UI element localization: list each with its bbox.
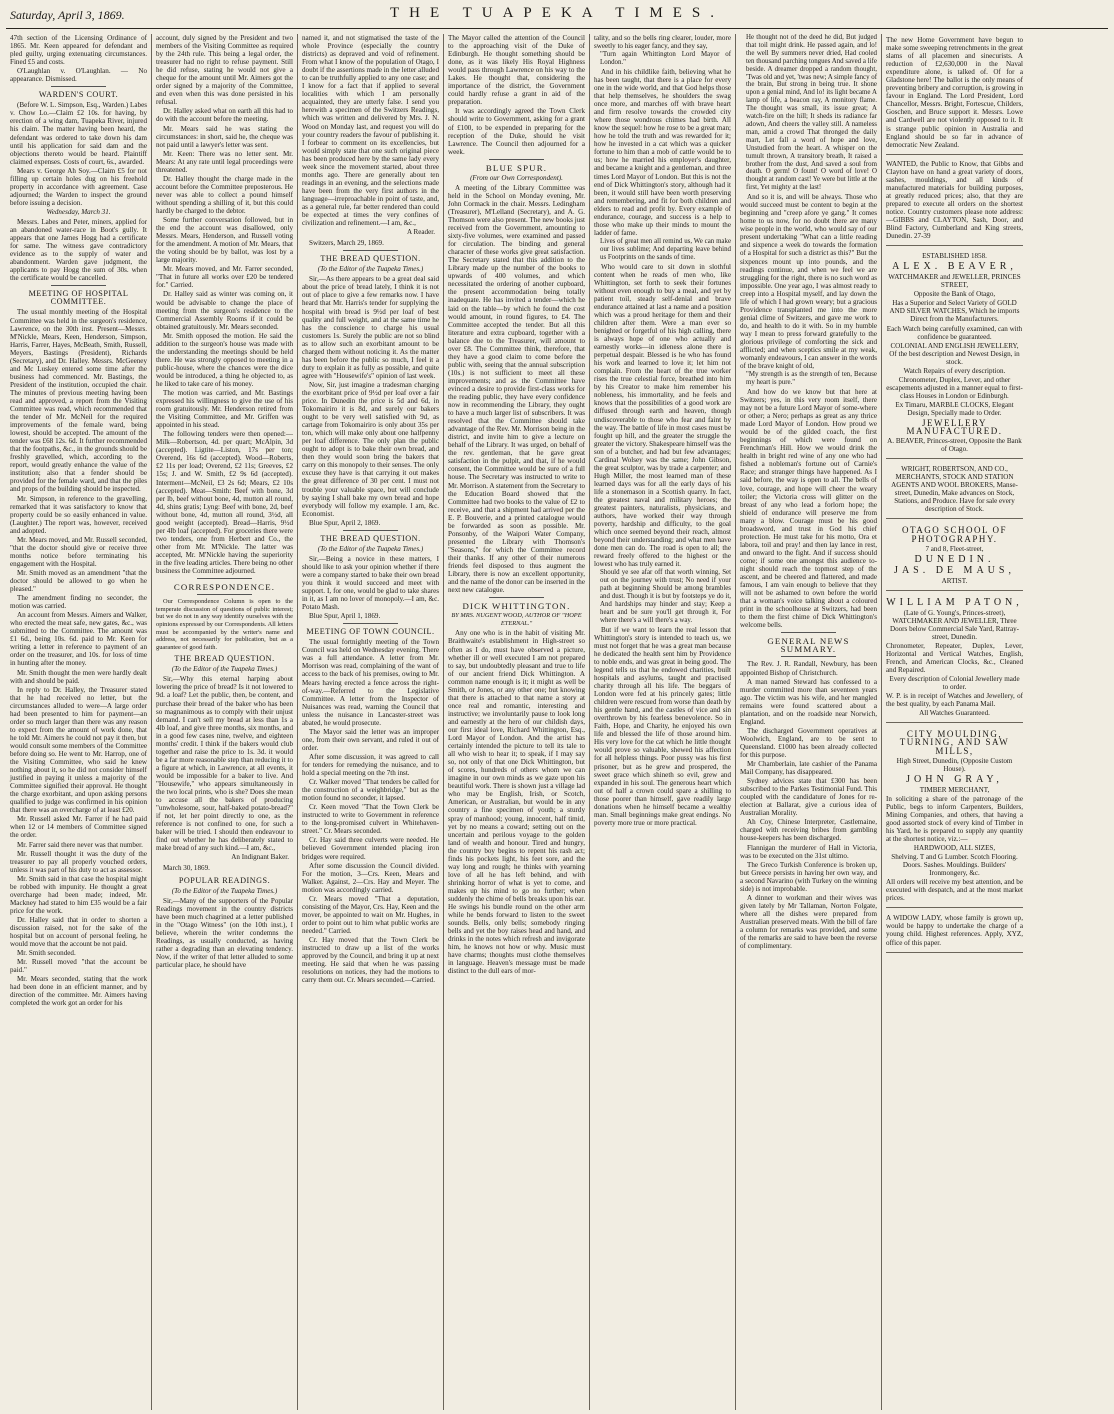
ad-line: High Street, Dunedin, (Opposite Custom House).: [896, 756, 1013, 773]
ad-line: HARDWOOD, ALL SIZES,: [913, 844, 996, 853]
article-text: account, duly signed by the President and two members of the Visiting Committee as required by the 24th rule. This being a legal order, the treasurer had no right to refuse payment. Still he did refuse, stating he would not give a cheque for the amount until Mr. Aimers got the order signed by a majority of the Committee, and even when this was done persisted in his refusal.: [156, 34, 293, 107]
quotation-text: "Turn again Whittington Lord Mayor of London.": [600, 51, 731, 66]
divider: [343, 250, 398, 251]
ad-title: CITY MOULDING, TURNING, AND SAW MILLS,: [899, 729, 1010, 756]
article-text: The usual monthly meeting of the Hospital Committee was held in the surgeon's residence, Lawrence, on the 30th inst. Present—Messrs. M'Nickle, Mears, Keen, Henderson, Simpson, Harris, Farrer, Hayes, McBeath, Smith, Russell, Meyers, Bastings (President), Richards (Secretary), and Dr. Halley. Messrs. McGeeney and Mc Luskey entered some time after the business had commenced. Mr. Bastings, the President of the institution, occupied the chair. The minutes of previous meeting having been read and approved, a report from the Visiting Committee was read, which recommended that the tender of Mr. McNeil for the required improvements of the female ward, being lowest, should be accepted. The amount of the tender was £68 12s. 6d. It further recommended that the footpaths, &c., in the grounds should be freshly gravelled, which, according to the report, would greatly enhance the value of the institution; also that a fender should be provided for the female ward, and that the piles and props of the building should be inspected.: [10, 308, 147, 494]
article-text: Mr. Russell asked Mr. Farrer if he had paid when 12 or 14 members of Committee signed the order.: [10, 815, 147, 840]
ad-title: OTAGO SCHOOL OF PHOTOGRAPHY.: [902, 525, 1007, 544]
ad-line: Every description of Colonial Jewellery made to order.: [889, 675, 1020, 692]
column-5: [590, 34, 736, 1410]
article-text: The Mayor said the letter was an improper one, from their own servant, and ruled it out of order.: [302, 727, 439, 752]
ad-line: Each Watch being carefully examined, can with confidence be guaranteed.: [886, 324, 1023, 341]
article-text: Mears v. George Ah Soy.—Claim £5 for not filling up certain holes dug on his freehold property in accordance with agreement. Case adjourned; the Warden to inspect the ground before issuing a decision.: [10, 166, 147, 207]
letter-text: Sir,—Being a novice in these matters, I should like to ask your opinion whether if there were a company started to bake their own bread you think it would succeed and meet with support. I, for one, would be glad to take shares in it, as I am no lover of monopoly.—I am, &c. Potato Mash.: [302, 554, 439, 612]
article-text: Mr. Keen: There was no letter sent. Mr. Mears: At any rate until legal proceedings were threatened.: [156, 149, 293, 174]
ad-alex-beaver: [886, 249, 1023, 459]
article-text: After some discussion the Council divided. For the motion, 3—Crs. Keen, Mears and Walker. Against, 2—Crs. Hay and Meyer. The motion was accordingly carried.: [302, 861, 439, 894]
article-text: Any one who is in the habit of visiting Mr. Braithwaite's establishment in High-street so often as I do, must have observed a picture, whether ill or well executed I am not prepared to say, but undoubtedly pleasant and true to life of our ancient friend Dick Whittington. A common name enough is it; it might as well be Smith, or Jones, or any other one; but knowing that there is attached to that name a story at once real and romantic, interesting and instructive; we involuntarily pause to look long and earnestly at the hero of our childish days, our first ideal love, Richard Whittington, Esq., Lord Mayor of London. And the artist has certainly intended the picture to tell its tale to all who wish to hear it; to speak, if I may say so, not only of that one Dick Whittington, but of scores, hundreds of others whom we can imagine in our own minds as we gaze upon his beautiful work. There is shown just a village lad who may be English, Irish, or Scotch, American, or Australian, but would be in any country a fine specimen of youth; a sturdy spray of manhood; young, innocent, half timid, yet by no means a coward; setting out on the uncertain and perilous voyage to the golden land of wealth and honour. Tired and hungry, the country boy begins to repent his rash act; finds his pockets light, his feet sore, and the way long and rough; he thinks with yearning love of all he has left behind, and with shrinking horror of what is yet to come, and makes up his mind to go no further; when suddenly the chime of bells breaks upon his ear. He swings his bundle round on the other arm while he bends forward to listen to the sweet sounds. Bells, only bells; somebody ringing bells and yet the boy raises head and hand, and drinks in the notes which refresh and invigorate him, he knows not how or why. Music must have charms; thoughts must clothe themselves in language. Heaven's message must be made distinct to the dull ears of mor-: [448, 629, 585, 976]
heading-town-council: MEETING OF TOWN COUNCIL.: [306, 627, 435, 637]
letter-text: Sir,—Why this eternal harping about lowering the price of bread? Is it not lowered to 9d. a loaf? Let the public, then, be content, and purchase their bread of the baker who has been so magnanimous as to comply with their unjust demand. I can't sell my bread at less than 1s a 4lb loaf, and give three months, six months, and in a good few cases nine, twelve, and eighteen months' credit. I think if the bakers would club together and raise the price to 1s. 3d. it would be a far more reasonable step than reducing it to a figure at which, in Lawrence, at all events, it would be impossible for a baker to live. And "Housewife," who appears simultaneously in the two local prints, who is she? Does she mean to accuse all the bakers of producing "unwholesome, sour, half-baked potato-bread?" if not, let her point directly to one, as the reference is not confined to one, for such a baker will be tried. I should then endeavour to find out whether he has deliberately stated to make bread of any such kind.—I am, &c.,: [156, 675, 293, 853]
column-6: [736, 34, 882, 1410]
issue-date: Saturday, April 3, 1869.: [10, 8, 125, 22]
ad-line: All Watches Guaranteed.: [919, 709, 990, 718]
ad-name: JAS. DE MAUS,: [894, 564, 1015, 576]
ad-gibbs-clayton: [886, 158, 1023, 246]
letter-date: Switzers, March 29, 1869.: [309, 239, 384, 248]
ad-text: A WIDOW LADY, whose family is grown up, would be happy to undertake the charge of a young child. Highest references. Apply, XYZ, office of this paper.: [886, 914, 1023, 947]
news-item: Flannigan the murderer of Hall in Victoria, was to be executed on the 31st ultimo.: [740, 843, 877, 860]
article-text: Cr. Walker moved "That tenders be called for the construction of a weighbridge," but as the motion found no seconder, it lapsed.: [302, 778, 439, 803]
article-text: Mr. Smith said in that case the hospital might be robbed with impunity. He thought a great overcharge had been made; indeed, Mr. Mackney had stated to him £35 would be a fair price for the work.: [10, 874, 147, 915]
ad-line: In soliciting a share of the patronage of the Public, begs to inform Carpenters, Builders, Mining Companies, and others, that having a good assorted stock of every kind of Timber in his Yard, he is prepared to supply any quantity at the shortest notice, viz.:—: [886, 794, 1023, 843]
letter-signature: A Reader.: [407, 228, 435, 237]
news-item: Mr Chamberlain, late cashier of the Panama Mail Company, has disappeared.: [740, 760, 877, 777]
ad-line: (Late of G. Young's, Princes-street), WATCHMAKER AND JEWELLER, Three Doors below Commercial Sale Yard, Rattray-street, Dunedin.: [889, 608, 1020, 641]
ad-wright-robertson: [886, 462, 1023, 519]
ad-line: Chronometer, Repeater, Duplex, Lever, Horizontal and Vertical Watches, English, French, and American Clocks, &c., Cleaned and Repaired.: [886, 642, 1023, 675]
ad-line: A. BEAVER, Princes-street, Opposite the Bank of Otago.: [887, 437, 1022, 454]
ad-line: Has a Superior and Select Variety of GOLD AND SILVER WATCHES, Which he imports Direct from the Manufacturers.: [889, 299, 1020, 324]
news-item: Sydney advices state that £300 has been subscribed to the Parkes Testimonial Fund. This coupled with the candidature of Jones for re-election at Ballarat, give a curious idea of Australian Morality.: [740, 777, 877, 818]
letter-address: (To the Editor of the Tuapeka Times.): [171, 665, 278, 674]
news-item: A dinner to workman and their wives was given lately by Mr Tallaman, Norton Folgate, where all the dishes were prepared from Australian preserved meats. With the bill of fare a column for remarks was provided, and some of the remarks are said to have been the reverse of complimentary.: [740, 893, 877, 951]
article-text: The usual fortnightly meeting of the Town Council was held on Wednesday evening. There was a full attendance. A letter from Mr. Morrison was read, complaining of the want of access to the back of his premises, owing to Mr. Mears having erected a fence across the right-of-way.—Referred to the Legislative Committee. A letter from the Inspector of Nuisances was read, warning the Council that unless the nuisance in Lancaster-street was abated, he would prosecute.: [302, 638, 439, 727]
ad-widow-lady: [886, 911, 1023, 952]
heading-blue-spur: BLUE SPUR.: [485, 162, 548, 173]
columns: [6, 34, 1108, 1410]
divider: [197, 578, 252, 579]
article-text: Mr. Simpson, in reference to the gravelling, remarked that it was satisfactory to know that property could be so easily enhanced in value. (Laughter.) The report was, however, received and adopted.: [10, 494, 147, 535]
article-text: In reply to Dr. Halley, the Treasurer stated that he had received no letter, but the circumstances alluded to were—A large order had been presented to him for payment—an order so much larger than there was any reason to expect from the amount of work done, that he told Mr. Aimers he could not pay it then, but would consult some members of the Committee before doing so. He went to Mr. Harrop, one of the Visiting Committee, who said he knew nothing about it, so he did not consider himself justified in paying it unless a majority of the Committee signified their approval. He thought the charge exorbitant, and upon asking persons qualified to judge was confirmed in his opinion that there was an overcharge of at least £20.: [10, 685, 147, 815]
article-text: Mr. Smith seconded.: [17, 949, 76, 958]
column-7: [882, 34, 1027, 1410]
news-item: A man named Steward has confessed to a murder committed more than seventeen years ago. The victim was his wife, and her mangled remains were found scattered about a plantation, and on the roadside near Norwich, England.: [740, 677, 877, 726]
article-text: The Mayor called the attention of the Council to the approaching visit of the Duke of Edinburgh. He thought something should be done, as it was likely His Royal Highness would pass through Lawrence on his way to the Lakes. He thought that, considering the importance of the district, the Government could hardly refuse a grant in aid of the preparation.: [448, 34, 585, 107]
heading-bread-question: THE BREAD QUESTION.: [174, 654, 275, 664]
article-text: But if we want to learn the real lesson that Whittington's story is intended to teach us, we must not forget that he was a great man because he dedicated the health sent him by Providence to noble ends, and was great in being good. The legend tells us that he endowed charities, built hospitals and asylums, taught and practised charity through all his life. The beggars of London were fed at his princely gates; little children were rescued from worse than death by his gentle hand, and the castles of vice and sin overthrown by his fearless benevolence. So in Faith, Hope, and Charity, he enjoyed his own life and blessed the life of those around him. His very love for the cat which he little thought would prove so valuable, shewed his affection for all helpless things. Poor pussy was his first prisoner, but as he grew and prospered, the sweet grace which shineth so evil, grew and expanded in his soul. The generous heart which out of half a crown could spare a shilling to those poorer than himself, gave readily large donations when he himself became a wealthy man. Small beginnings make great endings. No poverty more true or more practical.: [594, 625, 731, 827]
ad-line: All orders will receive my best attention, and be executed with despatch, and at the most market prices.: [886, 878, 1023, 903]
article-text: Dr. Halley said as winter was coming on, it would be advisable to change the place of meeting from the surgeon's residence to the Commercial Assembly Rooms if it could be obtained gratuitously. Mr. Mears seconded.: [156, 290, 293, 331]
news-item: The new Home Government have begun to make some sweeping retrenchments in the great slams of all placemen and sinecurists. A reduction of £2,630,000 in the Naval expenditure alone, is talked of. Of for a Gladstone here! The ballot is the only means of preventing bribery and corruption, is growing in favour in England. The Lord President, Lord Chancellor, Messrs. Bright, Fortescue, Childers, Goschen, and Bruce support it. Messrs. Lowe and Cardwell are not violently opposed to it. It is strange public opinion in Australia and England should be so far in advance of democratic New Zealand.: [886, 36, 1023, 149]
quotation-text: "My strength is as the strength of ten, Because my heart is pure.": [746, 371, 877, 387]
article-text: Messrs. Labes and Peter, miners, applied for an abandoned water-race in Boot's gully. It appears that one James Hogg had a certificate for same. The witness gave contradictory evidence as to the supply of water and abandonment. Warden gave judgment, the applicants to pay Hogg the sum of 30s. when the certificate would be cancelled.: [10, 217, 147, 283]
heading-bread-question: THE BREAD QUESTION.: [320, 533, 421, 543]
poem-text: He thought not of the deed he did, But judged that toil might drink. He passed again, and lo! the well By summers never dried, Had cooled ten thousand parching tongues And saved a life beside. A dreamer dropped a random thought, 'Twas old and yet, 'twas new; A simple fancy of the brain, But strong in being true. It shone upon a genial mind, And lo! its light became A lamp of life, a beacon ray, A monitory flame. The thought was small, its issue great; A watch-fire on the hill; It sheds its radiance far adown, And cheers the valley still. A nameless man, amid a crowd That thronged the daily mart, Let fall a word of hope and love, Unstudied from the heart. A whisper on the tumult thrown, A transitory breath, It raised a brother from the dust, And saved a soul from death. O germ! O fount! O word of love! O thought at random cast! Ye were but little at the first, Yet mighty at the last!: [746, 34, 877, 192]
ad-name: WILLIAM PATON,: [886, 596, 1023, 608]
ad-line: TIMBER MERCHANT,: [919, 785, 990, 794]
column-4: [444, 34, 590, 1410]
column-1: [6, 34, 152, 1410]
ad-line: DUNEDIN.: [914, 553, 995, 565]
article-text: After some discussion, it was agreed to call for tenders for remedying the nuisance, and to hold a special meeting on the 7th inst.: [302, 752, 439, 778]
ad-line: WATCHMAKER and JEWELLER, PRINCES STREET,: [888, 273, 1021, 290]
letter-signature: An Indignant Baker.: [231, 853, 289, 862]
heading-wardens-court: WARDEN'S COURT.: [38, 90, 119, 100]
correspondent-line: (From our Own Correspondent).: [470, 173, 563, 182]
article-text: Some further conversation followed, but in the end the account was disallowed, only Messrs. Mears, Henderson, and Russell voting for the amendment. A motion of Mr. Mears, that the voting should be by ballot, was lost by a large majority.: [156, 216, 293, 265]
divider: [489, 597, 544, 598]
article-text: Cr. Hay said three culverts were needed. He believed Government intended placing iron bridges were required.: [302, 836, 439, 861]
ad-line: Opposite the Bank of Otago,: [913, 290, 996, 299]
ad-school-of-photography: [886, 522, 1023, 590]
article-text: Mr. Mears moved, and Mr. Farrer seconded, "That in future all works over £20 be tendered for." Carried.: [156, 265, 293, 290]
news-item: Ah Coy, Chinese Interpreter, Castlemaine, charged with receiving bribes from gambling house-keepers has been discharged.: [740, 818, 877, 843]
column-2: [152, 34, 298, 1410]
letter-text: Now, Sir, just imagine a tradesman charging the exorbitant price of 9½d per loaf over a fair price. In Dunedin the price is 5d and 6d, in Tokomairiro it is 8d, and surely our bakers ought to be very well satisfied with 9d, as cartage from Tokomairiro is only about 35s per ton, which will make only about one halfpenny per loaf difference. The only plan the public ought to adopt is to bake their own bread, and then they would soon bring the bakers that carry on this monopoly to their senses. The only excuse they have is that carrying it out makes the great difference of 30 per cent. I must not trouble your valuable space, but will conclude by saying I shall bake my own bread and hope everybody will follow my example. I am, &c. Economist.: [302, 380, 439, 518]
quotation: [600, 51, 731, 67]
letter-address: (To the Editor of the Tuapeka Times.): [171, 886, 278, 895]
ad-line: Ex Timaru, MARBLE CLOCKS, Elegant Design, Specially made to Order.: [895, 400, 1014, 417]
article-text: O'Laughlan v. O'Laughlan. — No appearance. Dismissed.: [10, 67, 147, 84]
divider: [781, 632, 836, 633]
ad-line: JEWELLERY MANUFACTURED.: [906, 418, 1003, 437]
article-text: Cr. Keen moved "That the Town Clerk be instructed to write to Government in reference to the long-promised culvert in Whitehaven-street." Cr. Mears seconded.: [302, 803, 439, 836]
divider: [51, 285, 106, 286]
ad-line: Chronometer, Duplex, Lever, and other escapements adjusted in a manner equal to first-class Houses in London or Edinburgh.: [886, 375, 1023, 400]
byline: BY MRS. NUGENT WOOD, AUTHOR OF "HOPE ETERNAL.": [451, 612, 582, 627]
ad-line: COLONIAL AND ENGLISH JEWELLERY, Of the best description and Newest Design, in stock.: [889, 341, 1020, 366]
article-text: Mr. Mears said he was stating the circumstances: in short, said he, the cheque was not paid until a lawyer's letter was sent.: [156, 124, 293, 149]
article-text: Mr. Smith opposed the motion. He said the addition to the surgeon's house was made with the understanding the meetings should be held there. He was strongly opposed to meeting in a public-house, where the chances were the dice would be introduced, a thing he objected to, as he liked to take care of his money.: [156, 331, 293, 388]
article-text: The amendment finding no seconder, the motion was carried.: [10, 594, 147, 611]
divider: [489, 159, 544, 160]
article-text: Mr. Russell thought it was the duty of the treasurer to pay all properly vouched orders, unless it was part of his duty to act as assessor.: [10, 849, 147, 874]
article-text: The motion was carried, and Mr. Bastings expressed his willingness to give the use of his room gratuitously. Mr. Henderson retired from the Visiting Committee, and Mr. Griffen was appointed in his stead.: [156, 389, 293, 430]
article-text: Dr. Halley said that in order to shorten a discussion raised, not for the sake of the hospital but on account of personal feeling, he would move that the account be not paid.: [10, 915, 147, 949]
ad-william-paton: [886, 594, 1023, 724]
heading-general-news: GENERAL NEWS SUMMARY.: [767, 636, 850, 655]
article-text: And so it is, and will be always. Those who would succeed must be content to begin at the beginning and "creep afore ye gang." It comes home to us now, for no doubt there are many wise people in the world, who would say of our present undertaking "What can a little reading and sixpence a week do towards the formation of a Hospital for such a district as this?" But the sixpences mount up into pounds, and the readings continue, and when we feel we are struggling for the right, there is no such word as impossible. One year ago, I was almost ready to creep into a Hospital myself, and lay down the life of which I had grown weary; but a gracious Providence transplanted me into the more genial clime of Switzers, and gave me work to do, and health to do it with. So in my humble way I mean to press forward gratefully to the glorious privilege of comforting the sick and afflicted; and when sceptics smile at my weak, womanly endeavours, I can answer in the words of the brave knight of old,: [740, 193, 877, 371]
article-text: Cr. Hay moved that the Town Clerk be instructed to draw up a list of the works approved by the Council, and bring it up at next meeting. He said that when he was passing resolutions on notices, they had the motions to carry them out. Cr. Mears seconded.—Carried.: [302, 935, 439, 985]
news-item: The Rev. J. R. Randall, Newbury, has been appointed Bishop of Christchurch.: [740, 660, 877, 677]
heading-popular-readings: POPULAR READINGS.: [178, 875, 271, 885]
article-text: tality, and so the bells ring clearer, louder, more sweetly to his eager fancy, and they say,: [594, 34, 731, 51]
quotation: [746, 371, 877, 387]
letter-text: named it, and not stigmatised the taste of the whole Province (especially the country districts) as depraved and void of refinement. From what I know of the population of Otago, I doubt if the assertions made in the letter alluded to can be truthfully applied to any one case; and I know for a fact that if applied to several localities with which I am personally acquainted, they are utterly false. I send you herewith a specimen of the Switzers Readings, which was written and delivered by Mrs. J. N. Wood on Monday last, and request you will do your country readers the favour of publishing it. I forbear to comment on its excellencies, but would simply state that one such original piece has been produced here by the same lady every week since the movement started, about three months ago. There are generally about ten readings in an evening, and the selections made have been from the very first authors in the language—irreproachable in point of taste, and, as a general rule, far better rendered than could be expected at times the very confines of civilization and refinement.—I am, &c.,: [302, 34, 439, 228]
article-text: And in his childlike faith, believing what he has been taught, that there is a place for every one in the wide world, and that God helps those that help themselves, he shoulders the swag once more, and marches off with brave heart and firm resolve towards the crowded city where those wondrous chimes had birth. All know the sequel: how he rose to be a great man; how he told the truth and was rewarded for it; how he invested in a cat which was a quicker fortune to him than a mob of cattle would be to us; how he married his employer's daughter, and became a knight and a gentleman, and three times Lord Mayor of London. But this is not the end of Dick Whittington's story, although had it been, it would still have been worth preserving and remembering, and fit for both children and elders to read and profit by. Every example of endurance, courage, and success is a help to those who make up their minds to mount the ladder of fame.: [594, 67, 731, 237]
heading-hospital-committee: MEETING OF HOSPITAL COMMITTEE.: [28, 289, 129, 307]
article-text: Mr. Mears moved, and Mr. Russell seconded, "that the doctor should give or receive three months notice before terminating his engagement with the Hospital.: [10, 535, 147, 568]
divider: [343, 623, 398, 624]
quotation-text: Lives of great men all remind us, We can make our lives sublime; And departing leave behind us Footprints on the sands of time.: [600, 237, 731, 261]
quotation: [600, 238, 731, 262]
poem: [600, 569, 731, 624]
article-text: A meeting of the Library Committee was held in the School on Monday evening, Mr. John Cormack in the chair. Messrs. Ledingham (Treasurer), M'Lelland (Secretary), and A. G. Thomson were also present. The new books just received from the Government, amounting to sixty-five volumes, were examined and passed for circulation. The binding and general character of these works give great satisfaction. The Secretary stated that this addition to the Library made up the number of the books to upwards of 400 volumes, and which necessitated the ordering of another cupboard, the present accommodation being totally inadequate. He has invited a tender—which he laid on the table—by which he found the cost would amount, in round figures, to £4. The Committee accepted the tender. But all this literature and extra cupboard, together with a balance due to the Treasurer, will amount to over £8. The Committee think, therefore, that they have a good claim to come before the public with, seeing that the annual subscription (10s.) is not sufficient to meet all these improvements; and as the Committee have evinced a desire to provide first-class works for the reading public, they have every confidence now in recommending the Library, they ought to have a much larger list of subscribers. It was resolved that the Committee should take advantage of the Rev. Mr. Morrison being in the district, and invite him to give a lecture on behalf of the Library. It was urged, on behalf of the rev. gentleman, that he gave great satisfaction in the pulpit, and that, if he would consent, the Committee would be sure of a full house. The Secretary was instructed to write to Mr. Morrison. A statement from the Secretary to the Education Board showed that the Committee had two books to the value of £2 to receive, and that a shipment had arrived per the E. P. Bouverie, and a printed catalogue would be forwarded as soon as possible. Mr. Ponsonby, of the Waipori Water Company, presented the Library with Thomson's "Seasons," for which the Committee record their thanks. If any other of their numerous friends feel disposed to thus augment the Library, there is now an excellent opportunity, and the name of the donor can be inserted in the next new catalogue.: [448, 183, 585, 595]
newspaper-title: THE TUAPEKA TIMES.: [389, 5, 725, 21]
divider: [343, 530, 398, 531]
ad-line: Watch Repairs of every description.: [903, 366, 1006, 375]
letter-date: March 30, 1869.: [163, 864, 210, 873]
divider: [197, 594, 252, 595]
ad-line: W. P. is in receipt of Watches and Jewellery, of the best quality, by each Panama Mail.: [886, 692, 1023, 709]
letter-address: (To the Editor of the Tuapeka Times.): [317, 544, 424, 553]
poem-text: Should ye see afar off that worth winning, Set out on the journey with trust; No need if your path at beginning Should be among brambles and dust. Though it is but by footsteps ye do it, And hardships may hinder and stay; Keep a heart and be sure you'll get through it, For where there's a will there's a way.: [600, 569, 731, 624]
ad-line: ARTIST.: [941, 576, 968, 585]
ad-line: Shelving. T and G Lumber. Scotch Flooring. Doors. Sashes. Mouldings. Builders' Ironmongery, &c.: [891, 853, 1018, 878]
article-text: An account from Messrs. Aimers and Walker, who erected the meat safe, new gates, &c., was submitted to the Committee. The amount was £1 6d., being 10s. 6d. paid to Mr. Keen for writing a letter in reference to payment of an order on the treasurer, and 10s. for loss of time in hunting after the money.: [10, 611, 147, 668]
heading-bread-question: THE BREAD QUESTION.: [320, 254, 421, 264]
article-text: The following tenders were then opened:—Milk—Robertson, 4d. per quart; McAlpin, 3d (accepted). Ligtite—Liston, 17s per ton; Overend, 16s 6d (accepted). Wood—Roberts, £2 11s per load; Overend, £2 11s; Greeves, £2 15s; J. and W. Smith, £2 9s 6d (accepted). Interment—McNeil, £3 2s 6d; Mears, £2 10s (accepted). Meat—Smith: Beef with bone, 3d per lb, beef without bone, 4d, mutton all round, 4d, shins gratis; Lyng: Beef with bone, 2d, beef without bone, 4d, mutton all round, 3½d, all good weight (accepted). Bread—Harris, 9½d per 4lb loaf (accepted). For groceries there were two tenders, one from Herbert and Co., the other from Mr. M'Nickle. The latter was accepted, Mr. M'Nickle having the superiority in the five leading articles. There being no other business the Committee adjourned.: [156, 430, 293, 576]
letter-address: (To the Editor of the Tuapeka Times.): [317, 265, 424, 274]
poem: [746, 34, 877, 192]
heading-correspondence: CORRESPONDENCE.: [173, 582, 276, 593]
letter-text: Sir,—As there appears to be a great deal said about the price of bread lately, I think it is not out of place to give a few remarks now. I have heard that Mr. Harris's tender for supplying the hospital with bread is 9½d per loaf of best quality and full weight, and at the same time he has the conscience to charge his usual customers 1s. Surely the public are not so blind as to allow such an exorbitant amount to be charged them without noticing it. As the matter has been before the public so much, I feel it a duty to explain it as fully as possible, and quite agree with "Housewife's" opinion of last week.: [302, 275, 439, 380]
masthead: [6, 4, 1108, 29]
news-item: The Greco Turkish Conference is broken up, but Greece persists in having her own way, and a second Navarino (with Turkey on the winning side) is not improbable.: [740, 860, 877, 893]
letter-date: Blue Spur, April 1, 1869.: [309, 612, 381, 621]
news-continuation: [886, 34, 1023, 155]
article-text: Mr. Mears seconded, stating that the work had been done in an efficient manner, and by direction of the committee. Mr. Aimers having completed the work got an order for his: [10, 975, 147, 1008]
ad-established: ESTABLISHED 1858.: [922, 252, 987, 261]
article-text: Cr. Mears moved "That a deputation, consisting of the Mayor, Crs. Hay, Keen and the mover, be appointed to wait on Mr. Hughes, in order to point out to him what public works are needed." Carried.: [302, 894, 439, 935]
ad-name: ALEX. BEAVER,: [892, 261, 1017, 273]
ad-text: WANTED, the Public to Know, that Gibbs and Clayton have on hand a great variety of doors, sashes, mouldings, and all kinds of manufactured materials for building purposes, at greatly reduced prices; also, that they are prepared to execute all orders on the shortest notice. Country customers please note address:—GIBBS and CLAYTON, Sash, Door, and Blind Factory, Cumberland and King streets, Dunedin. 27-39: [886, 159, 1023, 241]
ad-john-gray: [886, 726, 1023, 908]
dateline: Wednesday, March 31.: [46, 207, 111, 216]
article-text: And how do we know but that here at Switzers; yes, in this very room itself, there may not be a future Lord Mayor of some-where or other; a Nero; perhaps as great as any thrice made Lord Mayor of London. How proud we would be of the gilded coach, the first beginnings of which were found on Frenchman's Hill. How we would drink the health in bright red wine of any one who had fished a nobleman's fortune out of Carnie's Race; and stranger things have happened. As I said before, the way is open to all. The bells of love, courage, and hope will cheer the weary toiler; the Victoria cross will glitter on the breast of any who lead a forlorn hope; the shield of endurance will preserve me from many a blow. Courage must be his good broadsword, and trust in God his chief protection. He must take for his motto, Ora et labora, toil and pray! and then lay lance in rest, and onward to the fight. And if success should come; if some one amongst this audience to-night should reach the topmost step of the ascent, and be cheered and flattered, and made famous, I am vain enough to believe that they will not be ashamed to own before the world that a woman's voice talking about a coloured print in the schoolhouse at Switzers, had been to them the first chime of Dick Whittington's welcome bells.: [740, 387, 877, 630]
heading-dick-whittington: DICK WHITTINGTON.: [462, 601, 571, 612]
ad-name: JOHN GRAY,: [906, 773, 1003, 785]
letter-date: Blue Spur, April 2, 1869.: [309, 518, 381, 527]
article-text: Mr. Smith moved as an amendment "that the doctor should be allowed to go when he pleased.": [10, 568, 147, 594]
divider: [781, 656, 836, 657]
article-text: Dr. Halley asked what on earth all this had to do with the account before the meeting.: [156, 107, 293, 124]
article-text: Dr. Halley thought the charge made in the account before the Committee preposterous. He never was able to collect a pound himself without spending a shilling of it, but this could hardly be charged to the debtor.: [156, 174, 293, 215]
editorial-note: Our Correspondence Column is open to the temperate discussion of questions of public interest; but we do not in any way identify ourselves with the opinions expressed by our Correspondents. All letters must be accompanied by the writer's name and address, not necessarily for publication, but as a guarantee of good faith.: [156, 598, 293, 651]
article-text: Mr. Russell moved "that the account be paid.": [10, 958, 147, 975]
letter-text: Sir,—Many of the supporters of the Popular Readings movement in the country districts have been much chagrined at a letter published in the "Otago Witness" (on the 10th inst.), I believe, wherein the writer condemns the Readings, as usually conducted, as having rather a degrading than an elevating tendency. Now, if the writer of that letter alluded to some particular place, he should have: [156, 896, 293, 969]
article-text: Mr. Smith thought the men were hardly dealt with and should be paid.: [10, 668, 147, 685]
ad-line: 7 and 8, Fleet-street,: [925, 544, 984, 553]
divider: [51, 86, 106, 87]
article-text: Who would care to sit down in slothful content when he reads of men who, like Whittington, set forth to seek their fortunes without even enough to buy a meal, and yet by patient toil, steady self-denial and brave endurance attained at last a name and a position which was a proud heritage for them and their children after them. Were a man ever so benighted or forgetful of his high calling, there is always hope of one who actually and earnestly works—in idleness alone there is perpetual despair. Blessed is he who has found his work and learned to love it; let him not complain. From the heart of the true worker rises the true celestial force, breathed into him by his Creator to make him remember his nobleness, his immortality, and he feels and knows that the possibilities of a good work are diffused through earth and heaven, though undiscoverable to those who fear and faint by the way. The battle of life in most cases must be fought up hill, and the greater the struggle the greater the victory. Shakespeare himself was the son of a butcher, and had but few advantages; Cardinal Wolsey was the same; John Gibson, the great sculptor, was by trade a carpenter; and Hugh Miller, the most learned man of these learned days was for all the early days of his life a stonemason in a Scottish quarry. In fact, the greatest naval and military heroes; the greatest painters, naturalists, physicians, and authors, have worked their way through poverty, hardship and difficulty, to the goal which once seemed beyond their reach, almost beyond their understanding; and what men have done men can do. The road is open to all; the reward freely offered to the highest or the lowest who has truly earned it.: [594, 262, 731, 569]
article-text: 47th section of the Licensing Ordinance of 1865. Mr. Keen appeared for defendant and pled guilty, urging extenuating circumstances. Fined £5 and costs.: [10, 34, 147, 67]
news-item: The discharged Government operatives at Woolwich, England, are to be sent to Queensland. £1000 has been already collected for this purpose.: [740, 726, 877, 759]
ad-text: WRIGHT, ROBERTSON, AND CO., MERCHANTS, STOCK AND STATION AGENTS AND WOOL BROKERS, Manse-street, Dunedin, Make advances on Stock, Stations, and Produce. Have for sale every description of Stock.: [891, 465, 1018, 514]
article-text: Mr. Farrer said there never was that number.: [17, 840, 143, 849]
article-text: (Before W. L. Simpson, Esq., Warden.) Labes v. Chow Lo.—Claim £2 10s. for having, by erection of a wing dam, Tuapeka River, injured his claim. The matter having been heard, the defendant was ordered to take down his dam until his application for said dam and the objections thereto would be heard. Plaintiff claimed expenses. Costs of court, 6s., awarded.: [10, 101, 147, 166]
article-text: It was accordingly agreed the Town Clerk should write to Government, asking for a grant of £100, to be expended in preparing for the reception of the Duke, should he visit Lawrence. The Council then adjourned for a week.: [448, 107, 585, 156]
column-3: [298, 34, 444, 1410]
